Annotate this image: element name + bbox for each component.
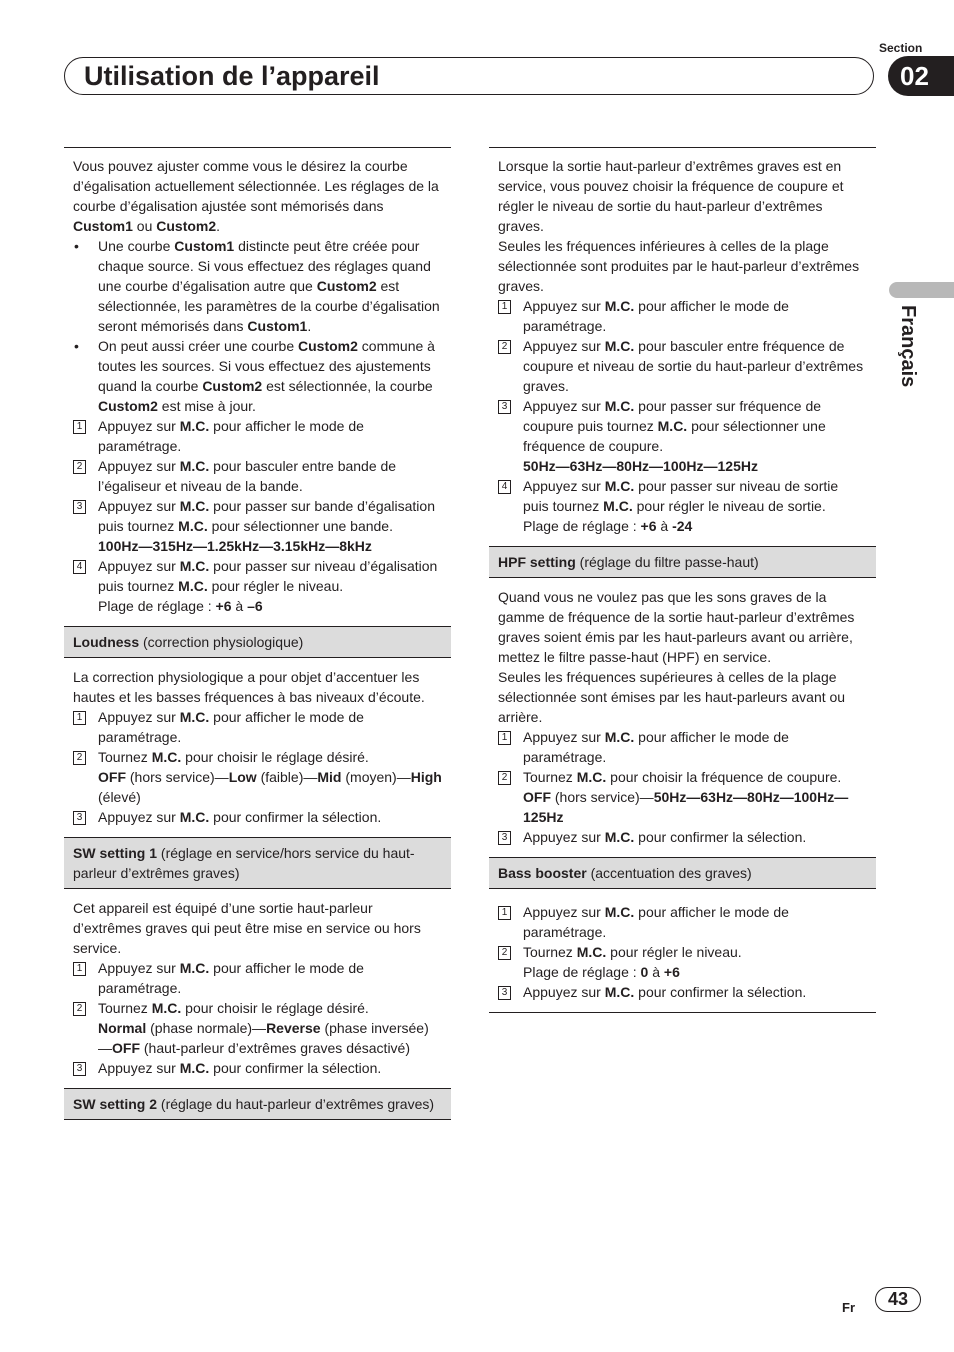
step-number: 1 bbox=[73, 962, 86, 976]
step-number: 4 bbox=[73, 560, 86, 574]
step-number: 2 bbox=[73, 751, 86, 765]
step-number: 1 bbox=[498, 906, 511, 920]
step-number: 3 bbox=[498, 986, 511, 1000]
language-tab bbox=[896, 305, 922, 395]
sw1-options: Normal (phase normale)—Reverse (phase inversée)—OFF (haut-parleur d’extrêmes graves désactivé) bbox=[98, 1020, 429, 1056]
loudness-step-1: 1 Appuyez sur M.C. pour afficher le mode de paramétrage. bbox=[73, 707, 442, 747]
sw1-block bbox=[64, 889, 451, 1084]
sw1-header: SW setting 1 (réglage en service/hors service du haut-parleur d’extrêmes graves) bbox=[64, 837, 451, 889]
left-column bbox=[64, 147, 451, 1120]
step-number: 3 bbox=[498, 400, 511, 414]
hpf-step-2: 2 Tournez M.C. pour choisir la fréquence de coupure. bbox=[498, 767, 867, 787]
step-number: 3 bbox=[73, 811, 86, 825]
sw1-desc: Cet appareil est équipé d’une sortie haut-parleur d’extrêmes graves qui peut être mise en service ou hors service. bbox=[73, 900, 421, 956]
page-title: Utilisation de l’appareil bbox=[84, 61, 380, 91]
loudness-step-2: 2 Tournez M.C. pour choisir le réglage désiré. bbox=[73, 747, 442, 767]
section-number-badge: 02 bbox=[888, 56, 954, 96]
hpf-step-1: 1 Appuyez sur M.C. pour afficher le mode de paramétrage. bbox=[498, 727, 867, 767]
page-number: 43 bbox=[875, 1287, 921, 1312]
sw2-range: Plage de réglage : +6 à -24 bbox=[523, 518, 693, 534]
eq-bands: 100Hz—315Hz—1.25kHz—3.15kHz—8kHz bbox=[98, 538, 372, 554]
step-number: 3 bbox=[73, 1062, 86, 1076]
eq-step-1: 1 Appuyez sur M.C. pour afficher le mode de paramétrage. bbox=[73, 416, 442, 456]
step-number: 1 bbox=[498, 300, 511, 314]
language-tab-marker bbox=[889, 282, 954, 298]
sw2-step-3: 3 Appuyez sur M.C. pour passer sur fréquence de coupure puis tournez M.C. pour sélectionner une fréquence de coupure. bbox=[498, 396, 867, 456]
bass-range: Plage de réglage : 0 à +6 bbox=[523, 964, 680, 980]
sw1-step-3: 3 Appuyez sur M.C. pour confirmer la sélection. bbox=[73, 1058, 442, 1078]
eq-range: Plage de réglage : +6 à –6 bbox=[98, 598, 263, 614]
step-number: 2 bbox=[73, 460, 86, 474]
language-tab-label: Français bbox=[897, 305, 919, 388]
sw2-step-1: 1 Appuyez sur M.C. pour afficher le mode de paramétrage. bbox=[498, 296, 867, 336]
equalizer-block bbox=[64, 148, 451, 622]
loudness-desc: La correction physiologique a pour objet d’accentuer les hautes et les basses fréquences à bas niveaux d’écoute. bbox=[73, 669, 425, 705]
sw2-block bbox=[489, 148, 876, 542]
list-item: • On peut aussi créer une courbe Custom2 commune à toutes les sources. Si vous effectuez des ajustements quand la courbe Custom2 est sélectionnée, la courbe Custom2 est mise à jour. bbox=[73, 336, 442, 416]
step-number: 1 bbox=[73, 420, 86, 434]
bass-step-3: 3 Appuyez sur M.C. pour confirmer la sélection. bbox=[498, 982, 867, 1002]
eq-step-4: 4 Appuyez sur M.C. pour passer sur niveau d’égalisation puis tournez M.C. pour régler le niveau. bbox=[73, 556, 442, 596]
step-number: 3 bbox=[73, 500, 86, 514]
hpf-desc-1: Quand vous ne voulez pas que les sons graves de la gamme de fréquence de la sortie haut-parleur d’extrêmes graves soient émis par les haut-parleurs avant ou arrière, mettez le filtre passe-haut (HPF) en service. bbox=[498, 589, 855, 665]
eq-step-3: 3 Appuyez sur M.C. pour passer sur bande d’égalisation puis tournez M.C. pour sélectionner une bande. bbox=[73, 496, 442, 536]
sw2-step-4: 4 Appuyez sur M.C. pour passer sur niveau de sortie puis tournez M.C. pour régler le niveau de sortie. bbox=[498, 476, 867, 516]
bass-step-2: 2 Tournez M.C. pour régler le niveau. bbox=[498, 942, 867, 962]
bass-booster-header: Bass booster (accentuation des graves) bbox=[489, 857, 876, 889]
step-number: 2 bbox=[73, 1002, 86, 1016]
step-number: 3 bbox=[498, 831, 511, 845]
hpf-step-3: 3 Appuyez sur M.C. pour confirmer la sélection. bbox=[498, 827, 867, 847]
eq-step-2: 2 Appuyez sur M.C. pour basculer entre bande de l’égaliseur et niveau de la bande. bbox=[73, 456, 442, 496]
loudness-block bbox=[64, 658, 451, 833]
bass-booster-block bbox=[489, 889, 876, 1008]
hpf-desc-2: Seules les fréquences supérieures à celles de la plage sélectionnée sont émises par les haut-parleurs avant ou arrière. bbox=[498, 669, 846, 725]
sw2-header: SW setting 2 (réglage du haut-parleur d’extrêmes graves) bbox=[64, 1088, 451, 1120]
sw1-step-2: 2 Tournez M.C. pour choisir le réglage désiré. bbox=[73, 998, 442, 1018]
hpf-options: OFF (hors service)—50Hz—63Hz—80Hz—100Hz—125Hz bbox=[523, 789, 849, 825]
sw2-step-2: 2 Appuyez sur M.C. pour basculer entre fréquence de coupure et niveau de sortie du haut-parleur d’extrêmes graves. bbox=[498, 336, 867, 396]
list-item: • Une courbe Custom1 distincte peut être créée pour chaque source. Si vous effectuez des réglages quand une courbe d’égalisation autre que Custom2 est sélectionnée, les paramètres de la courbe d’égalisation seront mémorisés dans Custom1. bbox=[73, 236, 442, 336]
sw2-desc-2: Seules les fréquences inférieures à celles de la plage sélectionnée sont produites par le haut-parleur d’extrêmes graves. bbox=[498, 238, 860, 294]
step-number: 2 bbox=[498, 771, 511, 785]
eq-intro: Vous pouvez ajuster comme vous le désirez la courbe d’égalisation actuellement sélectionnée. Les réglages de la courbe d’égalisation ajustée sont mémorisés dans Custom1 ou Custom2. bbox=[73, 158, 439, 234]
sw2-freqs: 50Hz—63Hz—80Hz—100Hz—125Hz bbox=[523, 458, 758, 474]
step-number: 2 bbox=[498, 340, 511, 354]
hpf-block bbox=[489, 578, 876, 853]
end-rule bbox=[489, 1012, 876, 1013]
loudness-header: Loudness (correction physiologique) bbox=[64, 626, 451, 658]
sw1-step-1: 1 Appuyez sur M.C. pour afficher le mode de paramétrage. bbox=[73, 958, 442, 998]
hpf-header: HPF setting (réglage du filtre passe-haut) bbox=[489, 546, 876, 578]
step-number: 2 bbox=[498, 946, 511, 960]
step-number: 1 bbox=[73, 711, 86, 725]
bass-step-1: 1 Appuyez sur M.C. pour afficher le mode de paramétrage. bbox=[498, 902, 867, 942]
footer-language: Fr bbox=[842, 1300, 855, 1315]
step-number: 4 bbox=[498, 480, 511, 494]
loudness-step-3: 3 Appuyez sur M.C. pour confirmer la sélection. bbox=[73, 807, 442, 827]
loudness-options: OFF (hors service)—Low (faible)—Mid (moyen)—High (élevé) bbox=[98, 769, 442, 805]
sw2-desc-1: Lorsque la sortie haut-parleur d’extrêmes graves est en service, vous pouvez choisir la fréquence de coupure et régler le niveau de sortie du haut-parleur d’extrêmes graves. bbox=[498, 158, 844, 234]
step-number: 1 bbox=[498, 731, 511, 745]
right-column bbox=[489, 147, 876, 1013]
section-label: Section bbox=[879, 41, 923, 55]
